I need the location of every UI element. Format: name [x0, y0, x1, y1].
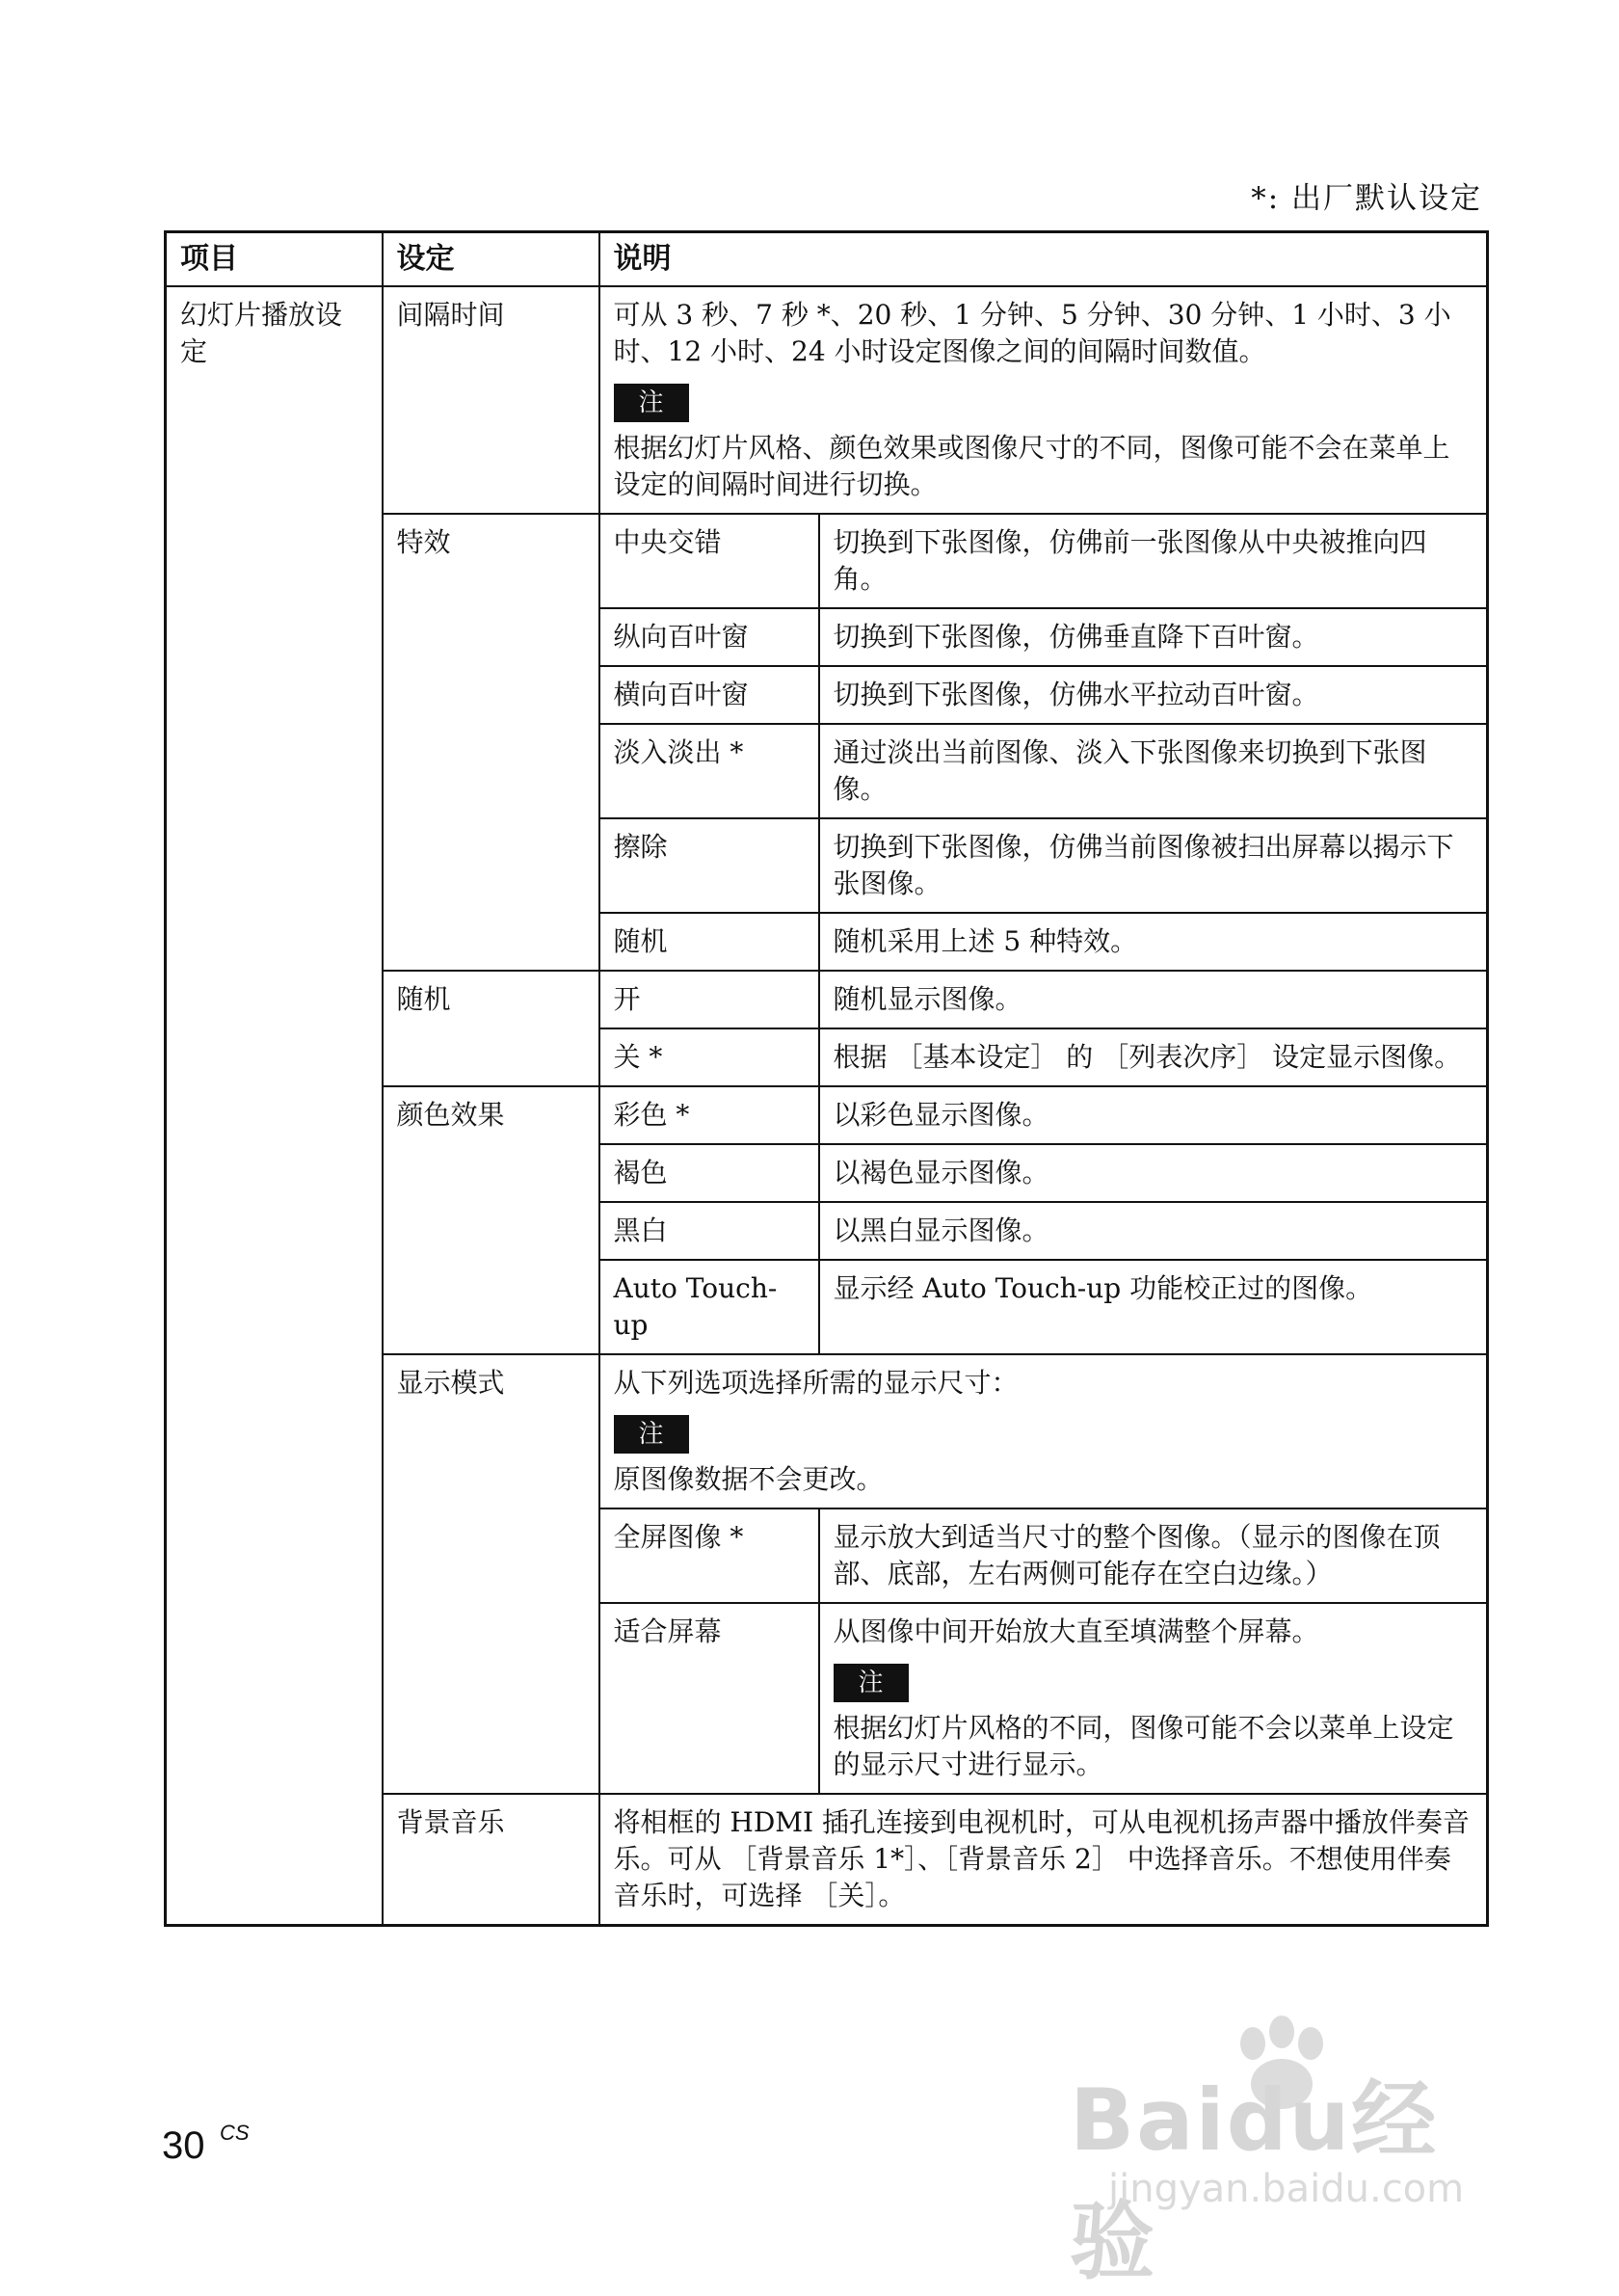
option-desc: 根据 ［基本设定］ 的 ［列表次序］ 设定显示图像。 — [819, 1028, 1488, 1086]
option-desc: 随机显示图像。 — [819, 971, 1488, 1028]
description-cell — [599, 1354, 1488, 1508]
option-desc: 切换到下张图像，仿佛当前图像被扫出屏幕以揭示下张图像。 — [819, 818, 1488, 913]
slideshow-settings-table — [164, 230, 1489, 1927]
header-item: 项目 — [166, 232, 383, 287]
table-header-row — [166, 232, 1488, 287]
option-name: Auto Touch-up — [599, 1260, 819, 1354]
interval-note: 根据幻灯片风格、颜色效果或图像尺寸的不同，图像可能不会在菜单上设定的间隔时间进行切换。 — [613, 432, 1450, 500]
option-name: 横向百叶窗 — [599, 666, 819, 724]
setting-cell: 显示模式 — [383, 1354, 599, 1794]
option-desc: 以黑白显示图像。 — [819, 1202, 1488, 1260]
option-desc: 以褐色显示图像。 — [819, 1144, 1488, 1202]
header-setting: 设定 — [383, 232, 599, 287]
option-desc: 显示放大到适当尺寸的整个图像。（显示的图像在顶部、底部，左右两侧可能存在空白边缘。） — [819, 1508, 1488, 1603]
option-name: 黑白 — [599, 1202, 819, 1260]
option-name: 褐色 — [599, 1144, 819, 1202]
watermark-logo: Baidu经验 — [1070, 2070, 1439, 2291]
setting-cell: 特效 — [383, 514, 599, 971]
option-desc: 显示经 Auto Touch-up 功能校正过的图像。 — [819, 1260, 1488, 1354]
option-name: 彩色 * — [599, 1086, 819, 1144]
option-desc: 以彩色显示图像。 — [819, 1086, 1488, 1144]
option-desc — [819, 1603, 1488, 1794]
note-label: 注 — [614, 1415, 689, 1454]
description-cell — [599, 286, 1488, 514]
option-desc: 切换到下张图像，仿佛垂直降下百叶窗。 — [819, 608, 1488, 666]
setting-cell: 随机 — [383, 971, 599, 1086]
fit-screen-desc: 从图像中间开始放大直至填满整个屏幕。 — [833, 1615, 1319, 1647]
interval-desc: 可从 3 秒、7 秒 *、20 秒、1 分钟、5 分钟、30 分钟、1 小时、3 小时、12 小时、24 小时设定图像之间的间隔时间数值。 — [613, 299, 1451, 367]
option-name: 中央交错 — [599, 514, 819, 608]
table-row — [166, 286, 1488, 514]
page-number: 30 — [162, 2124, 205, 2167]
option-name: 随机 — [599, 913, 819, 971]
option-desc: 随机采用上述 5 种特效。 — [819, 913, 1488, 971]
note-label: 注 — [614, 384, 689, 422]
description-cell: 将相框的 HDMI 插孔连接到电视机时，可从电视机扬声器中播放伴奏音乐。可从 ［背景音乐 1*］、［背景音乐 2］ 中选择音乐。不想使用伴奏音乐时，可选择 ［关］。 — [599, 1794, 1488, 1926]
option-name: 开 — [599, 971, 819, 1028]
option-name: 关 * — [599, 1028, 819, 1086]
header-description: 说明 — [599, 232, 1488, 287]
page-suffix: CS — [220, 2121, 250, 2145]
option-name: 淡入淡出 * — [599, 724, 819, 818]
setting-cell: 背景音乐 — [383, 1794, 599, 1926]
watermark-url: jingyan.baidu.com — [1108, 2167, 1465, 2211]
option-name: 纵向百叶窗 — [599, 608, 819, 666]
display-mode-note: 原图像数据不会更改。 — [613, 1463, 884, 1495]
display-mode-desc: 从下列选项选择所需的显示尺寸： — [613, 1367, 1019, 1399]
option-name: 全屏图像 * — [599, 1508, 819, 1603]
baidu-watermark — [1070, 2053, 1523, 2291]
option-name: 适合屏幕 — [599, 1603, 819, 1794]
setting-cell: 颜色效果 — [383, 1086, 599, 1354]
note-label: 注 — [834, 1664, 909, 1702]
option-desc: 通过淡出当前图像、淡入下张图像来切换到下张图像。 — [819, 724, 1488, 818]
option-desc: 切换到下张图像，仿佛水平拉动百叶窗。 — [819, 666, 1488, 724]
fit-screen-note: 根据幻灯片风格的不同，图像可能不会以菜单上设定的显示尺寸进行显示。 — [833, 1712, 1454, 1780]
option-name: 擦除 — [599, 818, 819, 913]
item-cell: 幻灯片播放设定 — [166, 286, 383, 1926]
option-desc: 切换到下张图像，仿佛前一张图像从中央被推向四角。 — [819, 514, 1488, 608]
default-setting-legend: *: 出厂默认设定 — [1251, 181, 1482, 216]
setting-cell: 间隔时间 — [383, 286, 599, 514]
